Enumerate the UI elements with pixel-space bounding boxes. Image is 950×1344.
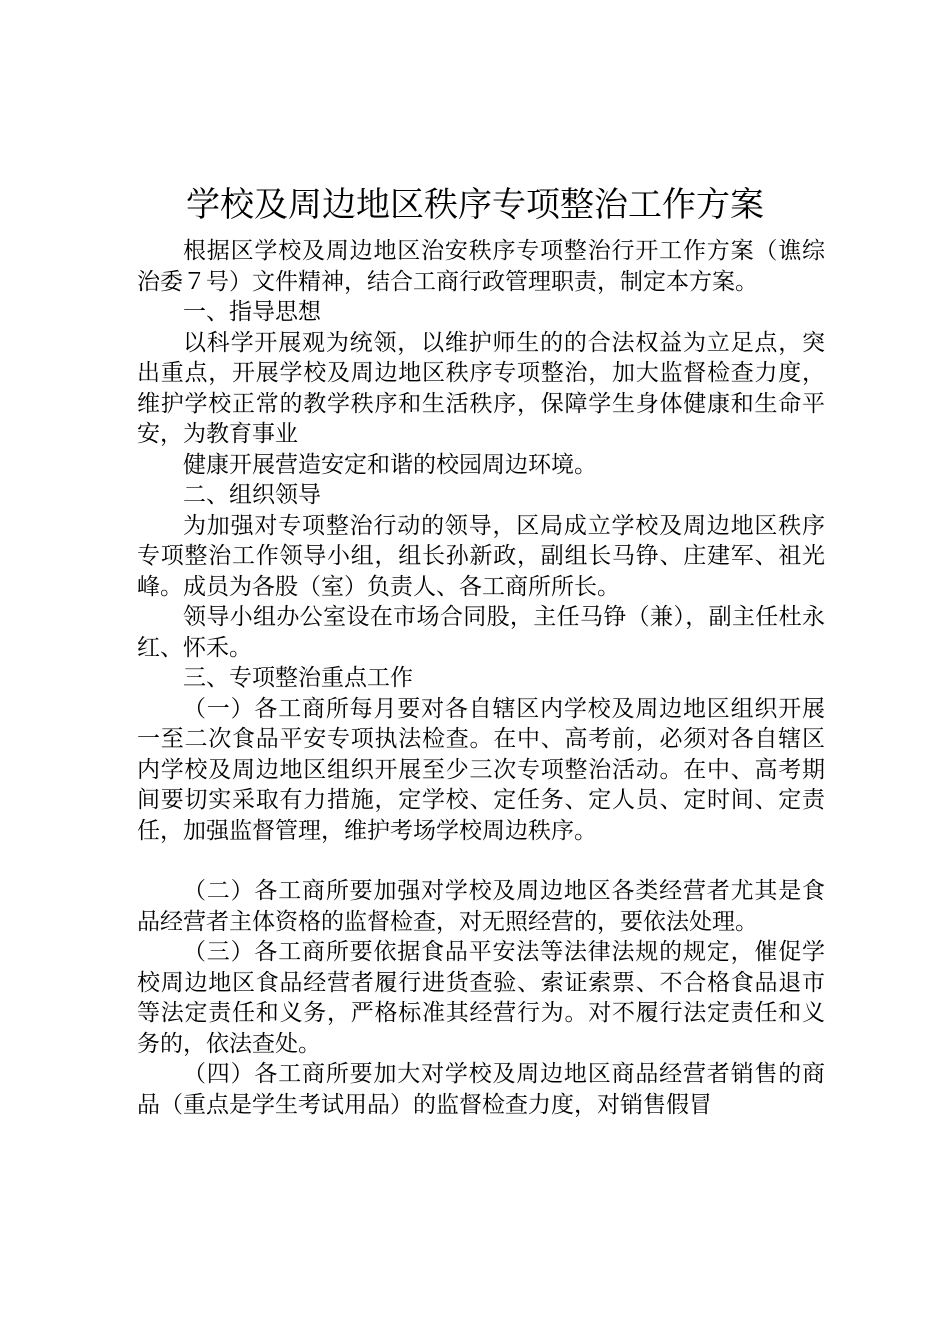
paragraph-office: 领导小组办公室设在市场合同股，主任马铮（兼），副主任杜永红、怀禾。 [137, 604, 825, 661]
paragraph-intro: 根据区学校及周边地区治安秩序专项整治行开工作方案（谯综治委７号）文件精神，结合工商行政管理职责，制定本方案。 [137, 238, 825, 295]
heading-guiding-thought: 一、指导思想 [183, 299, 321, 325]
paragraph-item-1: （一）各工商所每月要对各自辖区内学校及周边地区组织开展一至二次食品平安专项执法检查。在中、高考前，必须对各自辖区内学校及周边地区组织开展至少三次专项整治活动。在中、高考期间要切实采取有力措施，定学校、定任务、定人员、定时间、定责任，加强监督管理，维护考场学校周边秩序。 [137, 695, 825, 844]
paragraph-guiding-thought: 以科学开展观为统领，以维护师生的的合法权益为立足点，突出重点，开展学校及周边地区秩序专项整治，加大监督检查力度，维护学校正常的教学秩序和生活秩序，保障学生身体健康和生命平安，为教育事业 [137, 329, 825, 447]
paragraph-item-3: （三）各工商所要依据食品平安法等法律法规的规定，催促学校周边地区食品经营者履行进货查验、索证索票、不合格食品退市等法定责任和义务，严格标准其经营行为。对不履行法定责任和义务的，依法查处。 [137, 939, 825, 1057]
heading-organization: 二、组织领导 [183, 482, 321, 508]
document-title: 学校及周边地区秩序专项整治工作方案 [186, 185, 764, 225]
paragraph-organization: 为加强对专项整治行动的领导，区局成立学校及周边地区秩序专项整治工作领导小组，组长孙新政，副组长马铮、庄建军、祖光峰。成员为各股（室）负责人、各工商所所长。 [137, 512, 825, 600]
heading-key-work: 三、专项整治重点工作 [183, 665, 413, 691]
paragraph-item-2: （二）各工商所要加强对学校及周边地区各类经营者尤其是食品经营者主体资格的监督检查，对无照经营的，要依法处理。 [137, 878, 825, 935]
paragraph-item-4: （四）各工商所要加大对学校及周边地区商品经营者销售的商品（重点是学生考试用品）的监督检查力度，对销售假冒 [137, 1061, 825, 1118]
paragraph-guiding-thought-continued: 健康开展营造安定和谐的校园周边环境。 [183, 451, 597, 478]
document-body [137, 236, 825, 1120]
